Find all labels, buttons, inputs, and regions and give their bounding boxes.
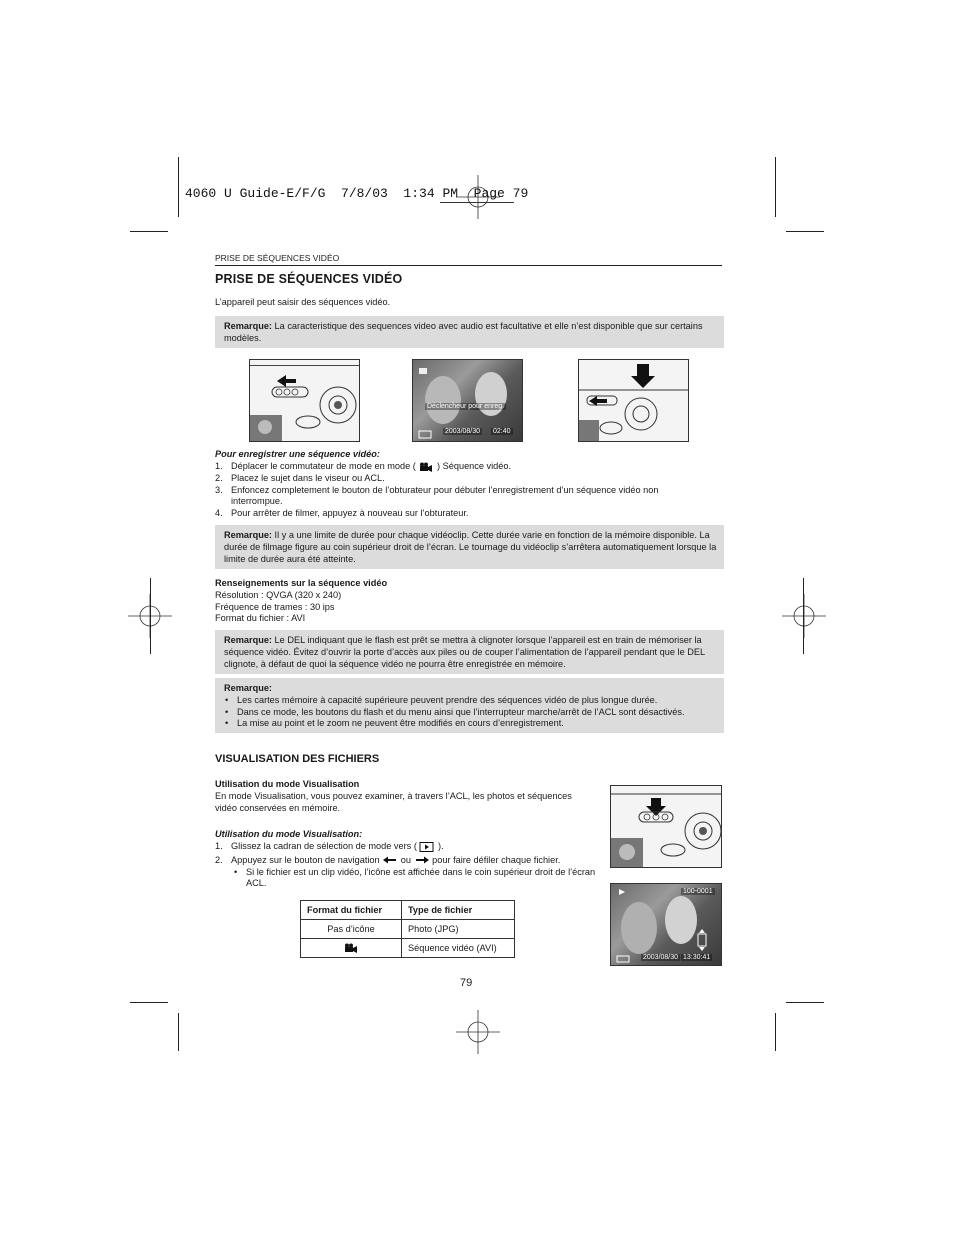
play-indicator-icon	[619, 889, 625, 895]
arrow-right-icon	[414, 856, 430, 864]
step-item: 1. Glissez la cadran de sélection de mode vers ( ).	[215, 841, 444, 851]
lcd-caption: Déclencheur pour enreg.	[427, 403, 505, 410]
lcd-date: 2003/08/30	[643, 954, 679, 961]
note-text: Le DEL indiquant que le flash est prêt se mettra à clignoter lorsque l’appareil est en train de mémoriser la séquence vidéo. Évitez d’ouvrir la porte d’accès aux piles ou de couper l’alimentation de l’appareil pendant que le DEL clignote, à défaut de quoi la séquence vidéo ne pourra être enregistrée en mémoire.	[224, 635, 705, 669]
note-text: La caracteristique des sequences video avec audio est facultative et elle n’est disponible que sur certains modèles.	[224, 321, 703, 343]
crop-mark	[130, 1002, 168, 1003]
page-title: PRISE DE SÉQUENCES VIDÉO	[215, 272, 403, 286]
step-item: 2. Placez le sujet dans le viseur ou ACL.	[215, 472, 385, 483]
video-info-line: Format du fichier : AVI	[215, 613, 306, 624]
camera-mode-switch-illustration	[249, 359, 360, 442]
crop-mark	[150, 578, 151, 654]
step-item: 3. Enfoncez completement le bouton de l’obturateur pour débuter l’enregistrement d’un séquence vidéo non interrompue.	[215, 484, 659, 507]
note-box-3	[215, 630, 724, 674]
zoom-icon	[698, 934, 706, 946]
play-mode-icon	[419, 842, 435, 852]
crop-mark	[786, 231, 824, 232]
registration-mark-right	[782, 594, 826, 638]
table-header: Format du fichier	[301, 901, 402, 920]
table-cell	[301, 939, 402, 958]
note-label: Remarque:	[224, 321, 272, 331]
table-header-row	[301, 901, 515, 920]
lcd-time: 02:40	[493, 428, 511, 435]
step-item: 2. Appuyez sur le bouton de navigation ou pour faire défiler chaque fichier. • Si le fichier est un clip vidéo, l’icône est affichée dans le coin supérieur droit de l’écran ACL.	[215, 855, 605, 890]
note-box-2	[215, 525, 724, 569]
record-steps	[215, 461, 705, 520]
camera-shutter-illustration	[578, 359, 689, 442]
note-bullet: • La mise au point et le zoom ne peuvent être modifiés en cours d’enregistrement.	[224, 718, 717, 730]
crop-mark	[178, 1013, 179, 1051]
camera-playback-drawing	[611, 786, 721, 867]
camera-shutter-drawing	[579, 360, 688, 441]
crop-mark	[803, 578, 804, 654]
note-bullet: • Les cartes mémoire à capacité supérieure peuvent prendre des séquences vidéo de plus longue durée.	[224, 695, 717, 707]
camera-body-drawing	[250, 360, 359, 441]
slug-underline	[440, 202, 514, 203]
table-row	[301, 920, 515, 939]
video-mode-icon	[419, 368, 427, 374]
crop-mark	[775, 157, 776, 217]
crop-mark	[775, 1013, 776, 1051]
crop-mark	[786, 1002, 824, 1003]
video-info-line: Résolution : QVGA (320 x 240)	[215, 589, 342, 600]
lcd-date: 2003/08/30	[445, 428, 481, 435]
page-number: 79	[460, 977, 473, 989]
lcd-recording-screen	[412, 359, 523, 442]
note-label: Remarque:	[224, 683, 272, 693]
section-title-view: VISUALISATION DES FICHIERS	[215, 753, 380, 765]
table-header: Type de fichier	[402, 901, 515, 920]
battery-icon	[617, 956, 629, 962]
header-rule	[215, 265, 722, 266]
table-row	[301, 939, 515, 958]
view-bullet: • Si le fichier est un clip vidéo, l’icône est affichée dans le coin supérieur droit de l’écran ACL.	[233, 867, 605, 891]
battery-icon	[419, 431, 431, 438]
video-camera-icon	[418, 462, 434, 472]
crop-mark	[178, 157, 179, 217]
note-label: Remarque:	[224, 635, 272, 645]
note-bullet: • Dans ce mode, les boutons du flash et du menu ainsi que l’interrupteur marche/arrêt de l’ACL sont désactivés.	[224, 707, 717, 719]
note-label: Remarque:	[224, 530, 272, 540]
note-bullets	[224, 695, 717, 730]
view-intro	[215, 779, 595, 814]
step-item: 4. Pour arrêter de filmer, appuyez à nouveau sur l’obturateur.	[215, 508, 469, 519]
record-heading: Pour enregistrer une séquence vidéo:	[215, 449, 380, 459]
note-text: Il y a une limite de durée pour chaque vidéoclip. Cette durée varie en fonction de la mémoire disponible. La durée de filmage figure au coin supérieur droit de l’écran. Le tournage du vidéoclip s’arrêtera automatiquement lorsque la limite de durée aura été atteinte.	[224, 530, 717, 564]
printer-slug: 4060 U Guide-E/F/G 7/8/03 1:34 PM Page 79	[185, 186, 529, 201]
crop-mark	[130, 231, 168, 232]
view-bullet-list	[233, 867, 605, 891]
note-box-4	[215, 678, 724, 733]
arrow-left-icon	[382, 856, 398, 864]
lcd-playback-photo	[611, 884, 721, 965]
video-info-heading: Renseignements sur la séquence vidéo	[215, 578, 388, 588]
table-cell: Séquence vidéo (AVI)	[402, 939, 515, 958]
view-steps	[215, 841, 605, 890]
step-item: 1. Déplacer le commutateur de mode en mode ( ) Séquence vidéo.	[215, 461, 512, 471]
video-camera-icon	[344, 943, 358, 953]
table-cell: Photo (JPG)	[402, 920, 515, 939]
file-format-table	[300, 900, 515, 958]
intro-text: L’appareil peut saisir des séquences vidéo.	[215, 297, 391, 307]
lcd-counter: 100-0001	[683, 888, 713, 895]
view-steps-heading: Utilisation du mode Visualisation:	[215, 829, 363, 839]
camera-playback-illustration	[610, 785, 722, 868]
registration-mark-bottom	[456, 1010, 500, 1054]
view-paragraph: En mode Visualisation, vous pouvez examiner, à travers l’ACL, les photos et séquences vidéo conservées en mémoire.	[215, 790, 572, 813]
video-info-line: Fréquence de trames : 30 ips	[215, 601, 335, 612]
view-subheading: Utilisation du mode Visualisation	[215, 779, 360, 789]
video-info	[215, 578, 387, 625]
table-cell: Pas d’icône	[301, 920, 402, 939]
running-head: PRISE DE SÉQUENCES VIDÉO	[215, 253, 340, 263]
note-box-1	[215, 316, 724, 348]
lcd-time: 13:30:41	[683, 954, 711, 961]
lcd-playback-screen	[610, 883, 722, 966]
